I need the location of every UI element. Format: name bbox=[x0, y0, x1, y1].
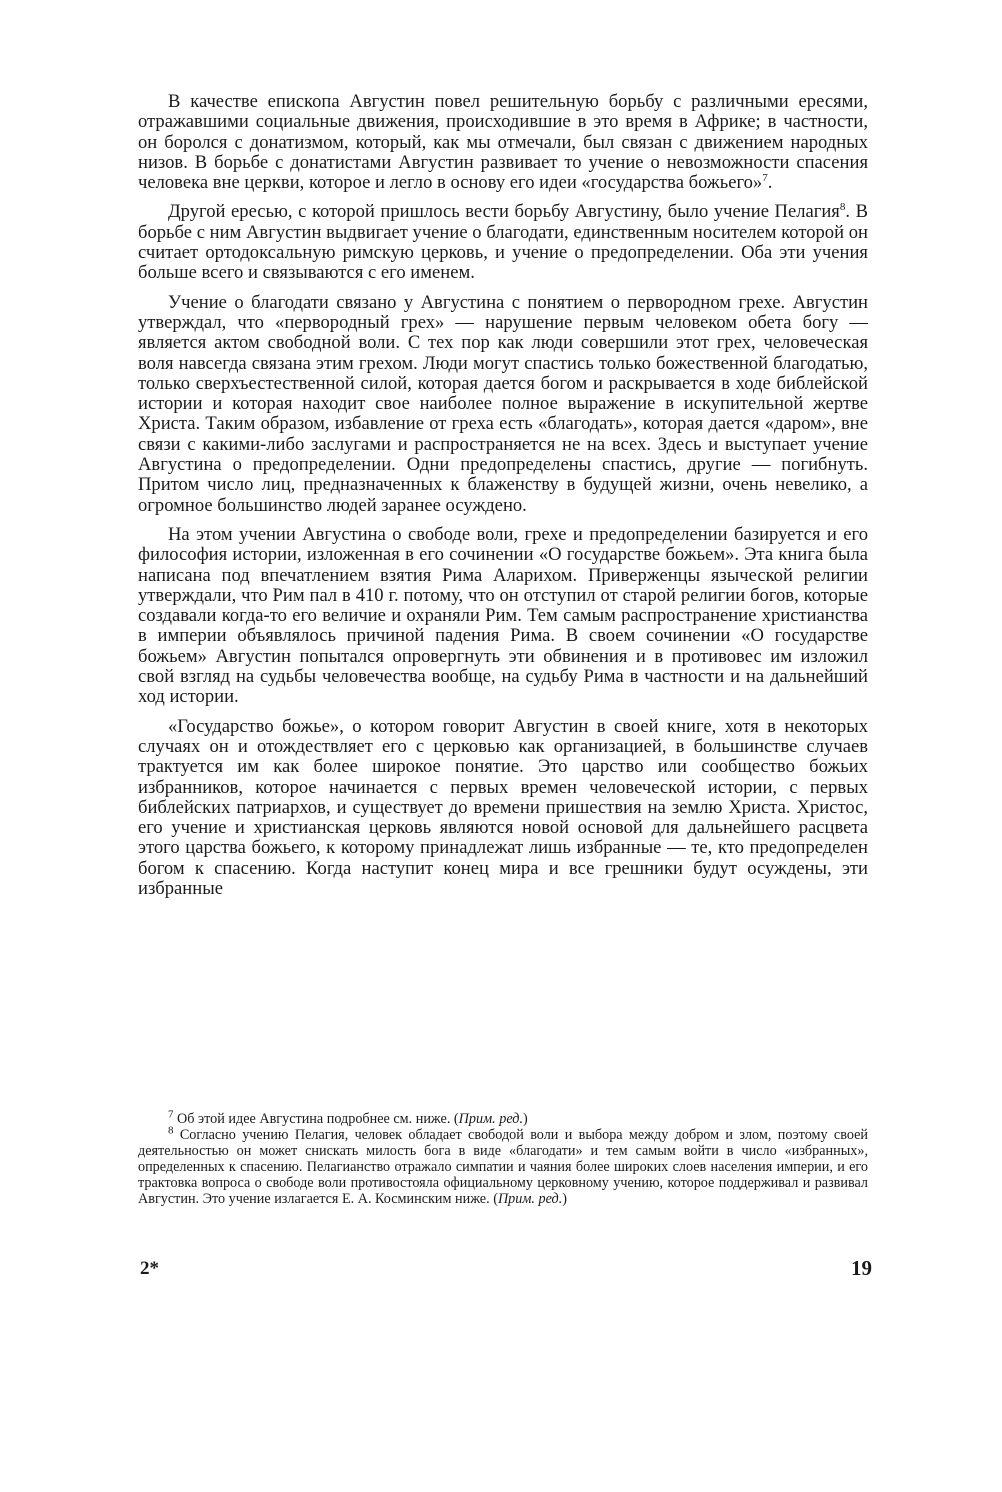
printer-signature: 2* bbox=[140, 1258, 159, 1279]
footnote-ref[interactable]: 8 bbox=[839, 201, 846, 214]
footnotes bbox=[138, 1108, 868, 1208]
paragraph: «Государство божье», о котором говорит Августин в своей книге, хотя в некоторых случаях он и отождествляет его с церковью как организацией, в большинстве случаев трактуется им как более широкое понятие. Это царство или сообщество божьих избранников, которое начинается с первых времен человеческой истории, с первых библейских патриархов, и существует до времени пришествия на землю Христа. Христос, его учение и христианская церковь являются новой основой для дальнейшего расцвета этого царства божьего, к которому принадлежат лишь избранные — те, кто предопределен богом к спасению. Когда наступит конец мира и все грешники будут осуждены, эти избранные bbox=[138, 715, 868, 899]
footnote-ref[interactable]: 7 bbox=[762, 172, 768, 184]
page-number: 19 bbox=[851, 1256, 872, 1280]
paragraph: На этом учении Августина о свободе воли, грехе и предопределении базируется и его философия истории, изложенная в его сочинении «О государстве божьем». Эта книга была написана под впечатлением взятия Рима Аларихом. Приверженцы языческой религии утверждали, что Рим пал в 410 г. потому, что он отступил от старой религии богов, которые создавали когда-то его величие и охраняли Рим. Тем самым распространение христианства в империи объявлялось причиной падения Рима. В своем сочинении «О государстве божьем» Августин попытался опровергнуть эти обвинения и в противовес им изложил свой взгляд на судьбы человечества вообще, на судьбу Рима в частности и на дальнейший ход истории. bbox=[138, 523, 868, 708]
main-text bbox=[138, 92, 868, 908]
footnote: $^7$ Об этой идее Августина подробнее см. ниже. (Прим. ред.) bbox=[168, 1108, 528, 1127]
footnote: $^8$ Согласно учению Пелагия, человек обладает свободой воли и выбора между добром и злом, поэтому своей деятельностью он может снискать милость бога в виде «благодати» и тем самым войти в число «избранных», определенных к спасению. Пелагианство отражало симпатии и чаяния более широких слоев населения империи, и его трактовка вопроса о свободе воли противостояла официальному церковному учению, которое поддерживал и развивал Августин. Это учение излагается Е. А. Косминским ниже. (Прим. ред.) bbox=[138, 1124, 868, 1208]
paragraph: Другой ересью, с которой пришлось вести борьбу Августину, было учение Пелагия$^8$. В борьбе с ним Августин выдвигает учение о благодати, единственным носителем которой он считает ортодоксальную римскую церковь, и учение о предопределении. Оба эти учения больше всего и связываются с его именем. bbox=[138, 201, 868, 284]
footnote-number: 7 bbox=[168, 1108, 174, 1121]
footnote-number: 8 bbox=[168, 1124, 174, 1137]
paragraph: Учение о благодати связано у Августина с понятием о первородном грехе. Августин утверждал, что «первородный грех» — нарушение первым человеком обета богу — является актом свободной воли. С тех пор как люди совершили этот грех, человеческая воля навсегда связана этим грехом. Люди могут спастись только божественной благодатью, только сверхъестественной силой, которая дается богом и раскрывается в ходе библейской истории и которая находит свое наиболее полное выражение в искупительной жертве Христа. Таким образом, избавление от греха есть «благодать», которая дается «даром», вне связи с какими-либо заслугами и распространяется не на всех. Здесь и выступает учение Августина о предопределении. Одни предопределены спастись, другие — погибнуть. Притом число лиц, предназначенных к блаженству в будущей жизни, очень невелико, а огромное большинство людей заранее осуждено. bbox=[138, 291, 868, 516]
paragraph: В качестве епископа Августин повел решительную борьбу с различными ересями, отражавшими социальные движения, происходившие в это время в Африке; в частности, он боролся с донатизмом, который, как мы отмечали, был связан с движением народных низов. В борьбе с донатистами Августин развивает то учение о невозможности спасения человека вне церкви, которое и легло в основу его идеи «государства божьего»$^7$. bbox=[138, 91, 868, 194]
